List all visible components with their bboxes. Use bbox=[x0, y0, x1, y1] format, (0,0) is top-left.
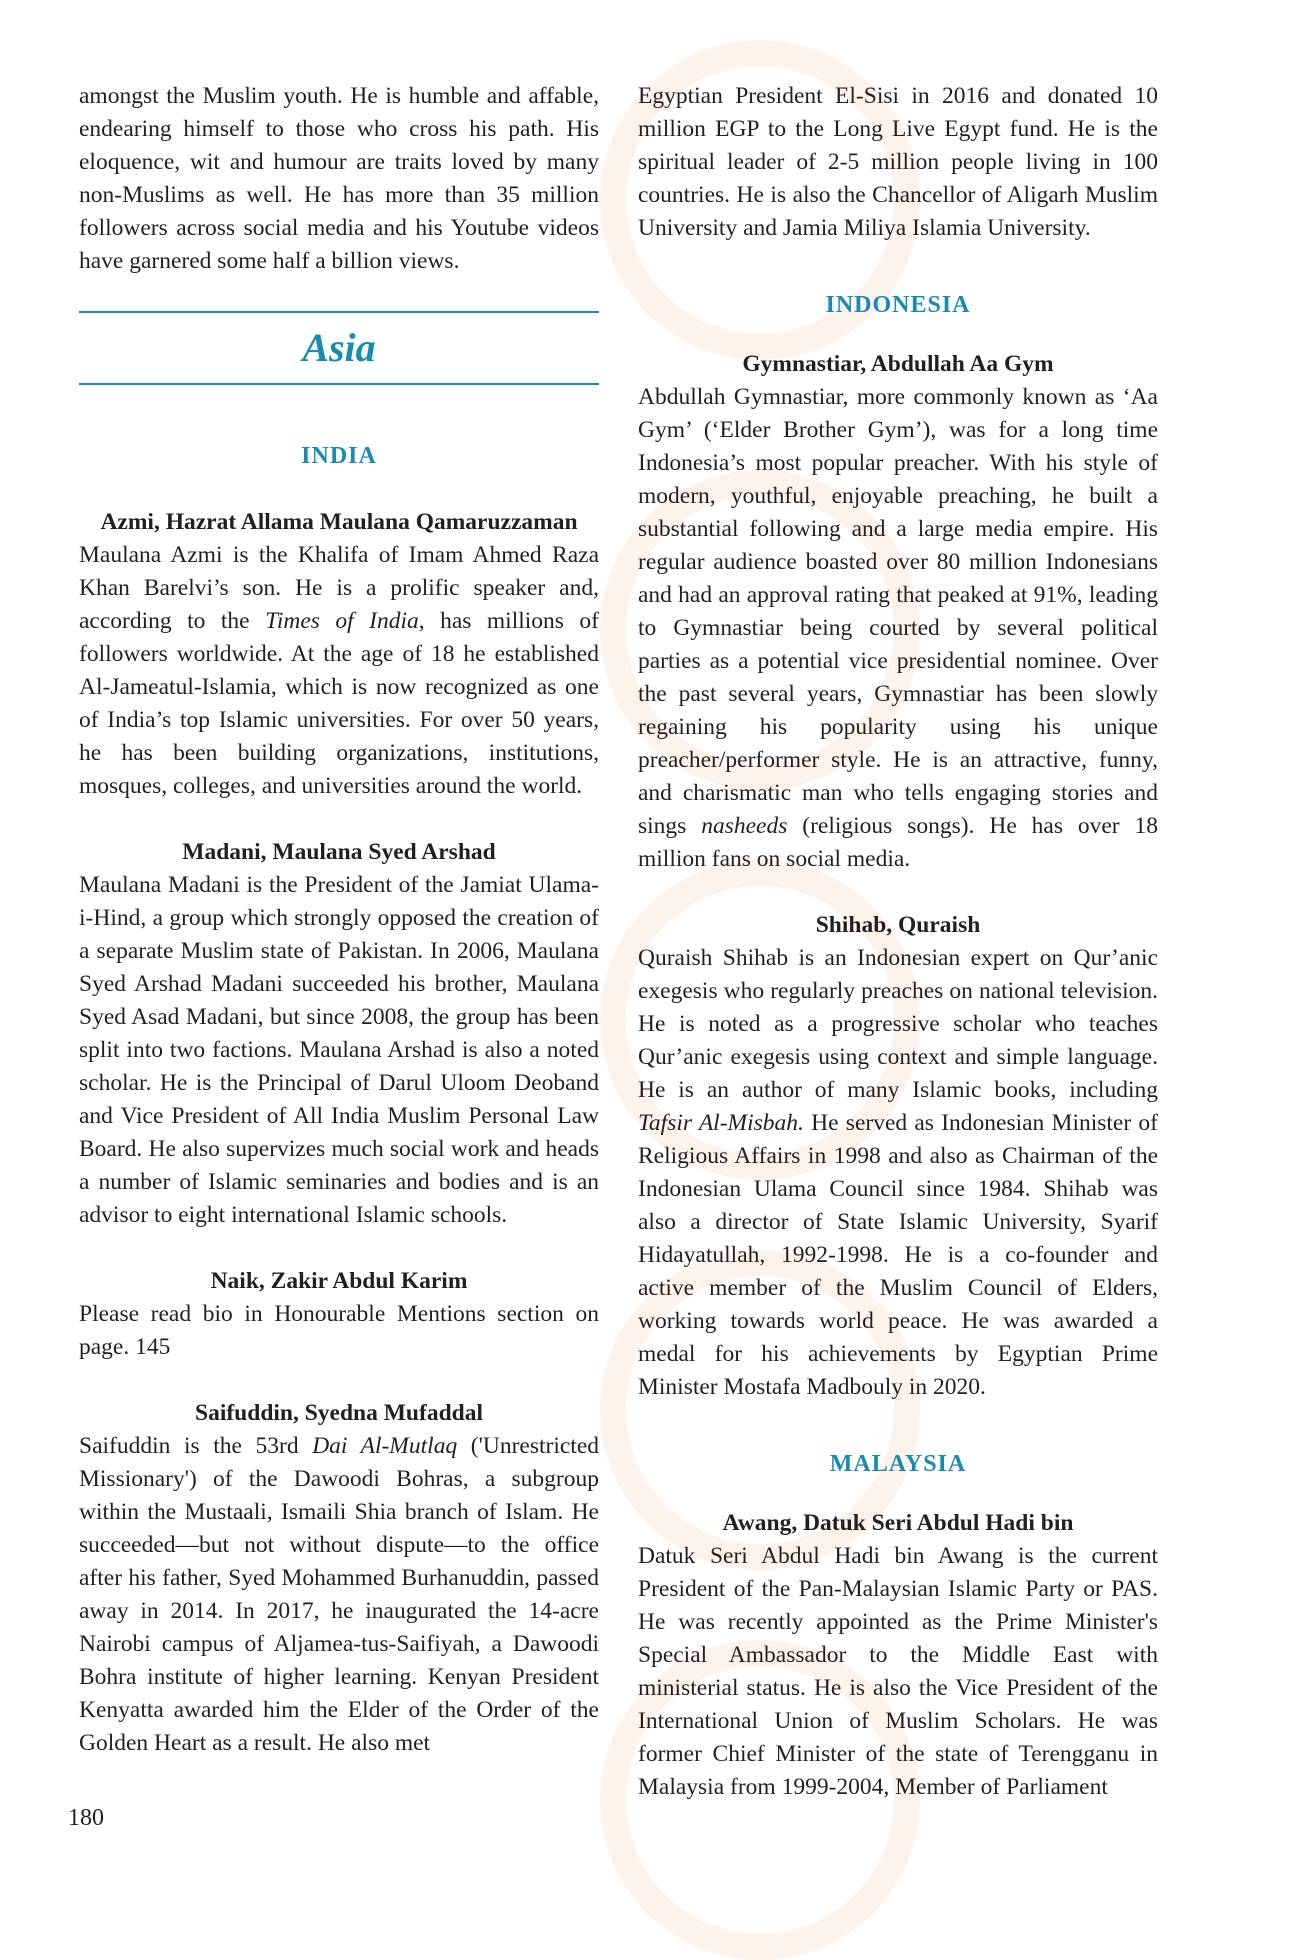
entry-name: Shihab, Quraish bbox=[815, 912, 981, 938]
entry-name: Azmi, Hazrat Allama Maulana Qamaruzzaman bbox=[100, 509, 578, 535]
country-heading-indonesia: INDONESIA bbox=[825, 292, 971, 318]
intro-paragraph: Egyptian President El-Sisi in 2016 and donated 10 million EGP to the Long Live Egypt fund. He is the spiritual leader of 2-5 million people living in 100 countries. He is also the Chancellor of Aligarh Muslim University and Jamia Miliya Islamia University. bbox=[638, 83, 1158, 241]
section-title: Asia bbox=[302, 325, 376, 370]
entry bbox=[79, 836, 599, 1232]
entry-name: Gymnastiar, Abdullah Aa Gym bbox=[742, 351, 1054, 377]
right-column bbox=[638, 80, 1158, 1804]
entry bbox=[638, 909, 1158, 1404]
entry-name: Naik, Zakir Abdul Karim bbox=[210, 1268, 468, 1294]
country-heading-malaysia: MALAYSIA bbox=[829, 1451, 967, 1477]
entry-bio: Datuk Seri Abdul Hadi bin Awang is the current President of the Pan-Malaysian Islamic Party or PAS. He was recently appointed as the Prime Minister's Special Ambassador to the Middle East with ministerial status. He is also the Vice President of the International Union of Muslim Scholars. He was former Chief Minister of the state of Terengganu in Malaysia from 1999-2004, Member of Parliament bbox=[638, 1543, 1158, 1800]
entry bbox=[638, 348, 1158, 876]
entry-bio: Maulana Azmi is the Khalifa of Imam Ahmed Raza Khan Barelvi’s son. He is a prolific speaker and, according to the Times of India, has millions of followers worldwide. At the age of 18 he established Al-Jameatul-Islamia, which is now recognized as one of India’s top Islamic universities. For over 50 years, he has been building organizations, institutions, mosques, colleges, and universities around the world. bbox=[79, 542, 599, 799]
intro-paragraph: amongst the Muslim youth. He is humble and affable, endearing himself to those who cross his path. His eloquence, wit and humour are traits loved by many non-Muslims as well. He has more than 35 million followers across social media and his Youtube videos have garnered some half a billion views. bbox=[79, 83, 599, 274]
entry-bio: Maulana Madani is the President of the Jamiat Ulama-i-Hind, a group which strongly opposed the creation of a separate Muslim state of Pakistan. In 2006, Maulana Syed Arshad Madani succeeded his brother, Maulana Syed Asad Madani, but since 2008, the group has been split into two factions. Maulana Arshad is also a noted scholar. He is the Principal of Darul Uloom Deoband and Vice President of All India Muslim Personal Law Board. He also supervizes much social work and heads a number of Islamic seminaries and bodies and is an advisor to eight international Islamic schools. bbox=[79, 872, 599, 1228]
country-heading-india: INDIA bbox=[301, 443, 377, 469]
entry bbox=[79, 506, 599, 803]
entry-name: Saifuddin, Syedna Mufaddal bbox=[195, 1400, 483, 1426]
entry-name: Awang, Datuk Seri Abdul Hadi bin bbox=[722, 1510, 1074, 1536]
page-number: 180 bbox=[68, 1805, 104, 1831]
entry-bio: Abdullah Gymnastiar, more commonly known as ‘Aa Gym’ (‘Elder Brother Gym’), was for a long time Indonesia’s most popular preacher. With his style of modern, youthful, enjoyable preaching, he built a substantial following and a large media empire. His regular audience boasted over 80 million Indonesians and had an approval rating that peaked at 91%, leading to Gymnastiar being courted by several political parties as a potential vice presidential nominee. Over the past several years, Gymnastiar has been slowly regaining his popularity using his unique preacher/performer style. He is an attractive, funny, and charismatic man who tells engaging stories and sings nasheeds (religious songs). He has over 18 million fans on social media. bbox=[638, 384, 1158, 872]
entry-name: Madani, Maulana Syed Arshad bbox=[182, 839, 496, 865]
entry bbox=[638, 1507, 1158, 1804]
entry-bio: Quraish Shihab is an Indonesian expert on Qur’anic exegesis who regularly preaches on national television. He is noted as a progressive scholar who teaches Qur’anic exegesis using context and simple language. He is an author of many Islamic books, including Tafsir Al-Misbah. He served as Indonesian Minister of Religious Affairs in 1998 and also as Chairman of the Indonesian Ulama Council since 1984. Shihab was also a director of State Islamic University, Syarif Hidayatullah, 1992-1998. He is a co-founder and active member of the Muslim Council of Elders, working towards world peace. He was awarded a medal for his achievements by Egyptian Prime Minister Mostafa Madbouly in 2020. bbox=[638, 945, 1158, 1400]
left-column bbox=[79, 80, 599, 1760]
entry bbox=[79, 1397, 599, 1760]
entry-bio: Saifuddin is the 53rd Dai Al-Mutlaq ('Unrestricted Missionary') of the Dawoodi Bohras, a subgroup within the Mustaali, Ismaili Shia branch of Islam. He succeeded—but not without dispute—to the office after his father, Syed Mohammed Burhanuddin, passed away in 2014. In 2017, he inaugurated the 14-acre Nairobi campus of Aljamea-tus-Saifiyah, a Dawoodi Bohra institute of higher learning. Kenyan President Kenyatta awarded him the Elder of the Order of the Golden Heart as a result. He also met bbox=[79, 1433, 599, 1756]
entry bbox=[79, 1265, 599, 1364]
entry-bio: Please read bio in Honourable Mentions section on page. 145 bbox=[79, 1301, 599, 1360]
